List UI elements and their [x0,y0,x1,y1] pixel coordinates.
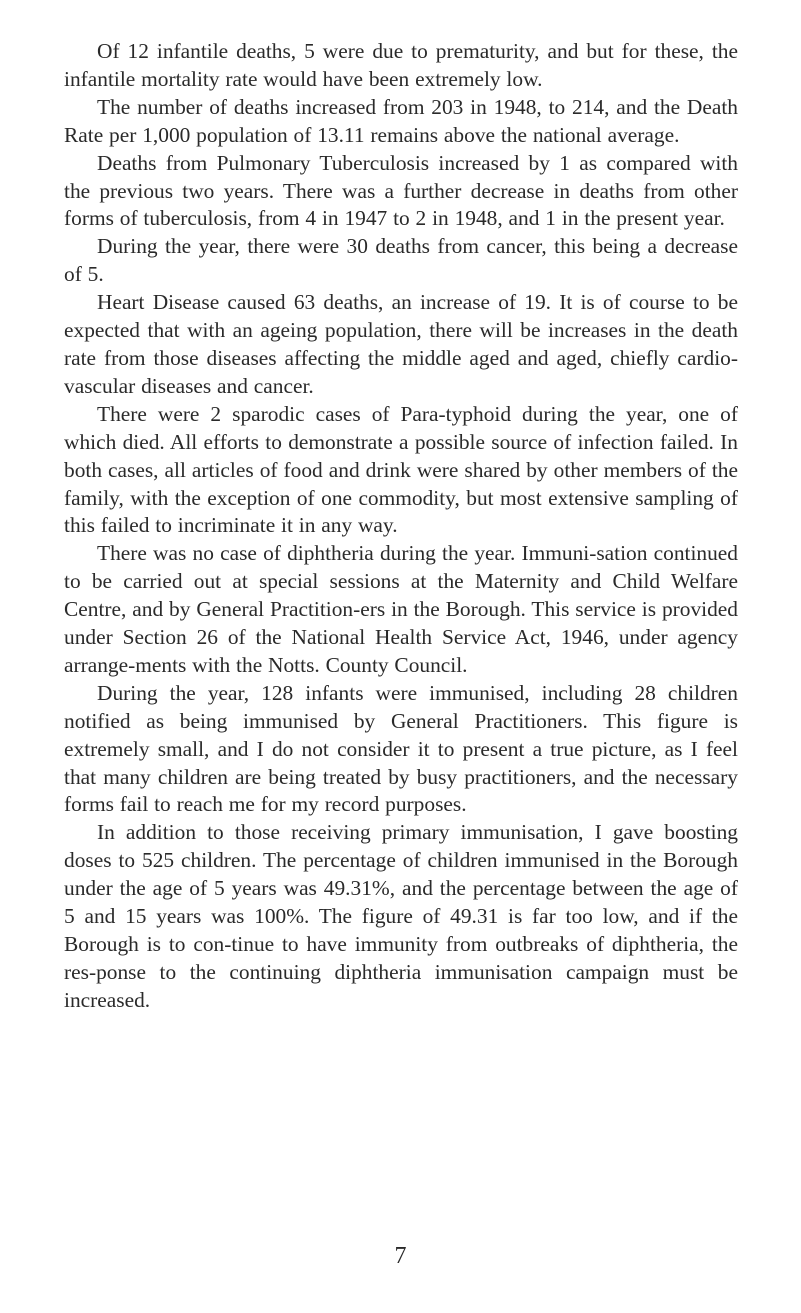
paragraph-infants-immunised: During the year, 128 infants were immunised, including 28 children notified as being immunised by General Practitioners. This figure is extremely small, and I do not consider it to present a true picture, as I feel that many children are being treated by busy practitioners, and the necessary forms fail to reach me for my record purposes. [64,680,738,817]
paragraph-tuberculosis: Deaths from Pulmonary Tuberculosis increased by 1 as compared with the previous two years. There was a further decrease in deaths from other forms of tuberculosis, from 4 in 1947 to 2 in 1948, and 1 in the present year. [64,150,738,231]
paragraph-death-rate: The number of deaths increased from 203 in 1948, to 214, and the Death Rate per 1,000 population of 13.11 remains above the national average. [64,94,738,147]
paragraph-boosting-doses: In addition to those receiving primary immunisation, I gave boosting doses to 525 children. The percentage of children immunised in the Borough under the age of 5 years was 49.31%, and the percentage between the age of 5 and 15 years was 100%. The figure of 49.31 is far too low, and if the Borough is to con-tinue to have immunity from outbreaks of diphtheria, the res-ponse to the continuing diphtheria immunisation campaign must be increased. [64,820,738,1012]
paragraph-cancer: During the year, there were 30 deaths from cancer, this being a decrease of 5. [64,234,738,287]
paragraph-diphtheria: There was no case of diphtheria during the year. Immuni-sation continued to be carried out at special sessions at the Maternity and Child Welfare Centre, and by General Practition-ers in the Borough. This service is provided under Section 26 of the National Health Service Act, 1946, under agency arrange-ments with the Notts. County Council. [64,541,738,677]
paragraph-infantile-deaths: Of 12 infantile deaths, 5 were due to prematurity, and but for these, the infantile mortality rate would have been extremely low. [64,39,738,91]
paragraph-heart-disease: Heart Disease caused 63 deaths, an increase of 19. It is of course to be expected that with an ageing population, there will be increases in the death rate from those diseases affecting the middle aged and aged, chiefly cardio-vascular diseases and cancer. [64,290,738,398]
paragraph-para-typhoid: There were 2 sparodic cases of Para-typhoid during the year, one of which died. All efforts to demonstrate a possible source of infection failed. In both cases, all articles of food and drink were shared by other members of the family, with the exception of one commodity, but most extensive sampling of this failed to incriminate it in any way. [64,401,738,538]
page-number: 7 [394,1243,407,1269]
document-page [64,38,738,1015]
